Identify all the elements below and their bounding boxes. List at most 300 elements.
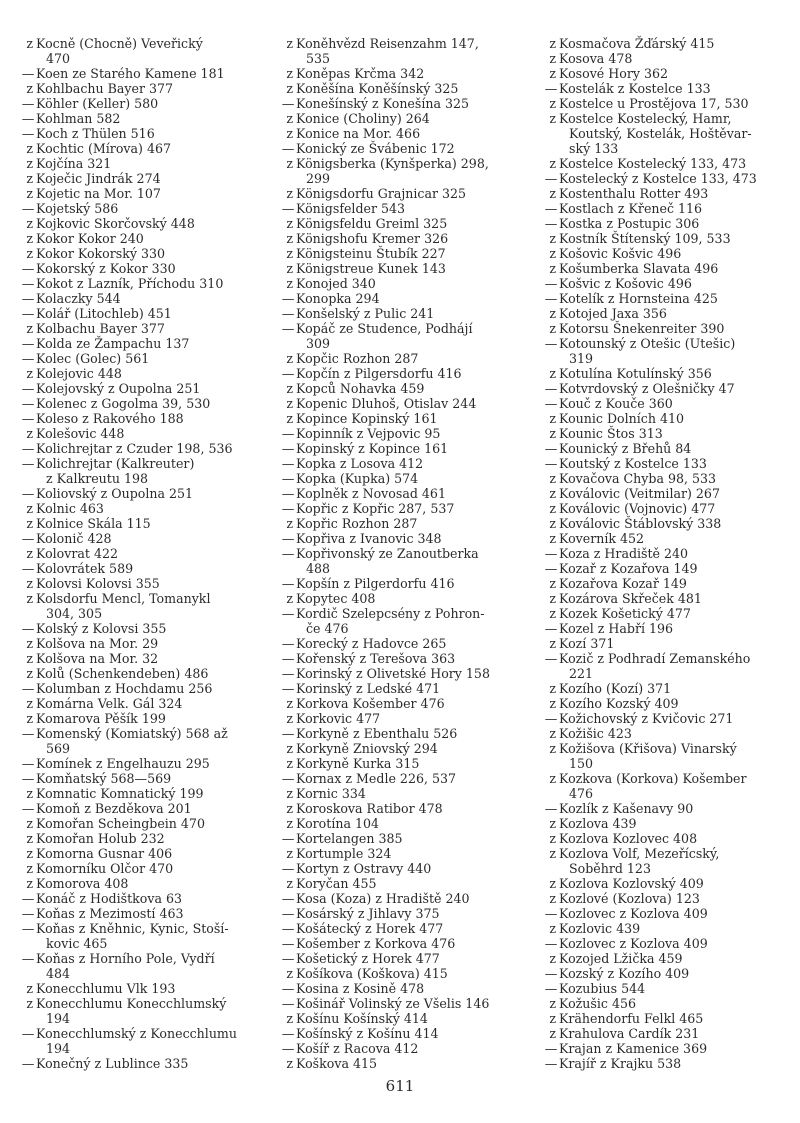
index-entry — [20, 36, 282, 66]
index-entry — [280, 111, 542, 126]
index-entry — [543, 501, 795, 516]
entry-prefix-z: z — [549, 96, 556, 111]
entry-text-block — [296, 576, 542, 591]
entry-text-block — [296, 36, 542, 66]
index-entry — [543, 186, 795, 201]
entry-dash: — — [281, 486, 295, 501]
entry-text: Kokor Kokor 240 — [36, 231, 144, 246]
entry-text-block — [36, 921, 282, 951]
index-entry — [20, 291, 282, 306]
entry-text: Konecchlumu Vlk 193 — [36, 981, 176, 996]
entry-prefix-z: z — [549, 876, 556, 891]
entry-text-block — [296, 531, 542, 546]
entry-text-block — [559, 576, 795, 591]
entry-continuation: 194 — [46, 1041, 71, 1056]
entry-text: Königshofu Kremer 326 — [296, 231, 449, 246]
index-entry — [280, 771, 542, 786]
entry-text-block — [559, 276, 795, 291]
entry-text-block — [559, 936, 795, 951]
index-entry — [20, 906, 282, 921]
entry-text: Königsfelder 543 — [296, 201, 406, 216]
entry-text-block — [36, 906, 282, 921]
entry-text: Kortumple 324 — [296, 846, 392, 861]
entry-text-block — [36, 516, 282, 531]
entry-text: Kotojed Jaxa 356 — [559, 306, 667, 321]
entry-text-block — [559, 1056, 795, 1071]
index-entry — [20, 426, 282, 441]
entry-text-block — [36, 621, 282, 636]
entry-dash: — — [21, 681, 35, 696]
entry-dash: — — [21, 1026, 35, 1041]
entry-text-block — [36, 561, 282, 576]
entry-prefix-z: z — [549, 36, 556, 51]
index-entry — [20, 261, 282, 276]
index-entry — [280, 636, 542, 651]
entry-text: Kocně (Chocně) Veveřický — [36, 36, 203, 51]
entry-text-block — [36, 96, 282, 111]
entry-prefix-z: z — [549, 186, 556, 201]
entry-text-block — [36, 81, 282, 96]
index-entry — [280, 276, 542, 291]
entry-dash: — — [281, 651, 295, 666]
entry-prefix-z: z — [26, 816, 33, 831]
entry-text-block — [559, 816, 795, 831]
entry-dash: — — [21, 111, 35, 126]
entry-text: Kopka z Losova 412 — [296, 456, 424, 471]
entry-prefix-z: z — [549, 1011, 556, 1026]
entry-text-block — [36, 246, 282, 261]
entry-text-block — [559, 771, 795, 801]
index-entry — [280, 861, 542, 876]
entry-dash: — — [544, 1041, 558, 1056]
index-entry — [280, 546, 542, 576]
index-entry — [280, 411, 542, 426]
entry-prefix-z: z — [26, 861, 33, 876]
index-entry — [280, 81, 542, 96]
entry-prefix-z: z — [26, 426, 33, 441]
entry-continuation: 194 — [46, 1011, 71, 1026]
entry-prefix-z: z — [26, 846, 33, 861]
index-entry — [543, 111, 795, 156]
entry-text-block — [36, 726, 282, 756]
entry-text-block — [559, 471, 795, 486]
entry-dash: — — [544, 621, 558, 636]
entry-text-block — [559, 426, 795, 441]
entry-text: Kolichrejtar (Kalkreuter) — [36, 456, 195, 471]
index-entry — [280, 846, 542, 861]
entry-text: Kolšova na Mor. 32 — [36, 651, 159, 666]
entry-dash: — — [281, 831, 295, 846]
entry-text: Kovačova Chyba 98, 533 — [559, 471, 717, 486]
entry-text: Kostlach z Křeneč 116 — [559, 201, 703, 216]
entry-text: Kotelík z Hornsteina 425 — [559, 291, 718, 306]
entry-text: Kosárský z Jihlavy 375 — [296, 906, 440, 921]
entry-dash: — — [281, 981, 295, 996]
entry-text: Königsteinu Štubík 227 — [296, 246, 446, 261]
entry-text: Kolů (Schenkendeben) 486 — [36, 666, 209, 681]
entry-prefix-z: z — [26, 171, 33, 186]
index-entry — [280, 441, 542, 456]
entry-text: Kožichovský z Kvičovic 271 — [559, 711, 734, 726]
entry-prefix-z: z — [286, 711, 293, 726]
index-entry — [543, 411, 795, 426]
index-entry — [280, 291, 542, 306]
entry-text: Kopytec 408 — [296, 591, 376, 606]
entry-text-block — [36, 456, 282, 486]
entry-text-block — [296, 696, 542, 711]
entry-prefix-z: z — [549, 501, 556, 516]
entry-prefix-z: z — [26, 186, 33, 201]
entry-text-block — [36, 336, 282, 351]
entry-text-block — [296, 186, 542, 201]
entry-prefix-z: z — [549, 576, 556, 591]
index-entry — [543, 81, 795, 96]
entry-text: Korinský z Ledské 471 — [296, 681, 441, 696]
entry-prefix-z: z — [549, 306, 556, 321]
entry-text-block — [296, 636, 542, 651]
entry-continuation: 476 — [569, 786, 594, 801]
entry-text: Koněšína Koněšínský 325 — [296, 81, 459, 96]
index-entry — [20, 516, 282, 531]
entry-prefix-z: z — [26, 696, 33, 711]
index-entry — [20, 306, 282, 321]
index-entry — [543, 891, 795, 906]
entry-text: Krajan z Kamenice 369 — [559, 1041, 708, 1056]
entry-text: Kopců Nohavka 459 — [296, 381, 425, 396]
entry-text: Košíř z Racova 412 — [296, 1041, 419, 1056]
entry-text-block — [559, 156, 795, 171]
index-entry — [543, 456, 795, 471]
entry-continuation: 569 — [46, 741, 71, 756]
entry-text-block — [559, 456, 795, 471]
entry-text-block — [36, 1026, 282, 1056]
entry-dash: — — [544, 456, 558, 471]
entry-text-block — [559, 201, 795, 216]
index-entry — [20, 801, 282, 816]
entry-text-block — [296, 426, 542, 441]
entry-text: Kozího (Kozí) 371 — [559, 681, 672, 696]
entry-text: Koválovic (Veitmilar) 267 — [559, 486, 720, 501]
entry-text-block — [559, 636, 795, 651]
entry-text-block — [36, 531, 282, 546]
index-entry — [20, 96, 282, 111]
entry-dash: — — [544, 906, 558, 921]
entry-prefix-z: z — [26, 651, 33, 666]
entry-dash: — — [544, 546, 558, 561]
entry-text-block — [296, 111, 542, 126]
entry-continuation: 304, 305 — [46, 606, 103, 621]
entry-text-block — [36, 876, 282, 891]
entry-prefix-z: z — [26, 711, 33, 726]
entry-text-block — [36, 711, 282, 726]
entry-text-block — [36, 666, 282, 681]
entry-text: Kolichrejtar z Czuder 198, 536 — [36, 441, 233, 456]
entry-text: Koliovský z Oupolna 251 — [36, 486, 194, 501]
entry-text-block — [36, 36, 282, 66]
entry-dash: — — [544, 936, 558, 951]
entry-prefix-z: z — [549, 231, 556, 246]
index-entry — [20, 216, 282, 231]
index-entry — [543, 171, 795, 186]
entry-text: Korotína 104 — [296, 816, 380, 831]
index-entry — [280, 1041, 542, 1056]
index-entry — [20, 816, 282, 831]
index-entry — [280, 996, 542, 1011]
entry-text: Kolsdorfu Mencl, Tomanykl — [36, 591, 211, 606]
entry-prefix-z: z — [286, 126, 293, 141]
entry-text: Košetický z Horek 477 — [296, 951, 440, 966]
entry-text: Kolejovic 448 — [36, 366, 122, 381]
entry-text-block — [296, 651, 542, 666]
entry-text: Koverník 452 — [559, 531, 645, 546]
entry-text-block — [559, 1011, 795, 1026]
entry-prefix-z: z — [549, 816, 556, 831]
index-entry — [20, 771, 282, 786]
index-entry — [280, 756, 542, 771]
entry-prefix-z: z — [549, 366, 556, 381]
entry-prefix-z: z — [549, 951, 556, 966]
entry-prefix-z: z — [286, 381, 293, 396]
index-entry — [20, 696, 282, 711]
entry-text-block — [296, 951, 542, 966]
entry-text-block — [559, 846, 795, 876]
index-entry — [20, 66, 282, 81]
entry-dash: — — [544, 441, 558, 456]
index-entry — [280, 801, 542, 816]
entry-text: Kozel z Habří 196 — [559, 621, 674, 636]
entry-text-block — [36, 786, 282, 801]
index-entry — [20, 366, 282, 381]
entry-text-block — [296, 381, 542, 396]
entry-text-block — [36, 291, 282, 306]
entry-dash: — — [544, 201, 558, 216]
entry-continuation: če 476 — [306, 621, 349, 636]
entry-text: Kořenský z Terešova 363 — [296, 651, 456, 666]
entry-prefix-z: z — [286, 741, 293, 756]
entry-text: Krähendorfu Felkl 465 — [559, 1011, 704, 1026]
entry-dash: — — [544, 396, 558, 411]
entry-text-block — [296, 801, 542, 816]
entry-text: Kostelecký z Kostelce 133, 473 — [559, 171, 757, 186]
entry-text-block — [296, 876, 542, 891]
entry-prefix-z: z — [286, 591, 293, 606]
index-entry — [280, 216, 542, 231]
index-entry — [543, 336, 795, 366]
entry-continuation: 319 — [569, 351, 594, 366]
entry-text-block — [36, 426, 282, 441]
index-entry — [543, 96, 795, 111]
entry-dash: — — [544, 171, 558, 186]
index-entry — [280, 306, 542, 321]
entry-dash: — — [544, 1056, 558, 1071]
entry-text: Kostelák z Kostelce 133 — [559, 81, 711, 96]
entry-prefix-z: z — [549, 66, 556, 81]
entry-text: Korkovic 477 — [296, 711, 381, 726]
entry-dash: — — [281, 96, 295, 111]
index-entry — [280, 396, 542, 411]
entry-dash: — — [21, 756, 35, 771]
entry-prefix-z: z — [549, 591, 556, 606]
entry-prefix-z: z — [549, 681, 556, 696]
entry-text-block — [559, 711, 795, 726]
entry-text: Koplněk z Novosad 461 — [296, 486, 446, 501]
entry-text: Kouč z Kouče 360 — [559, 396, 673, 411]
entry-dash: — — [281, 996, 295, 1011]
entry-dash: — — [21, 951, 35, 966]
entry-text-block — [36, 321, 282, 336]
entry-dash: — — [281, 576, 295, 591]
entry-text-block — [559, 921, 795, 936]
entry-prefix-z: z — [26, 636, 33, 651]
index-entry — [280, 501, 542, 516]
entry-text: Kozlové (Kozlova) 123 — [559, 891, 700, 906]
entry-text-block — [36, 831, 282, 846]
index-entry — [20, 336, 282, 351]
entry-text-block — [559, 336, 795, 366]
entry-prefix-z: z — [549, 246, 556, 261]
entry-text: Kostelce Kostelecký, Hamr, — [559, 111, 732, 126]
entry-text: Kolovrat 422 — [36, 546, 119, 561]
index-entry — [280, 381, 542, 396]
entry-text: Kopáč ze Studence, Podhájí — [296, 321, 473, 336]
entry-text: Koryčan 455 — [296, 876, 377, 891]
entry-dash: — — [21, 441, 35, 456]
entry-text: Kozlova 439 — [559, 816, 637, 831]
entry-prefix-z: z — [549, 516, 556, 531]
index-entry — [20, 201, 282, 216]
entry-dash: — — [281, 366, 295, 381]
index-entry — [20, 276, 282, 291]
entry-text-block — [296, 156, 542, 186]
index-entry — [543, 261, 795, 276]
index-entry — [20, 486, 282, 501]
entry-text-block — [296, 306, 542, 321]
index-entry — [280, 486, 542, 501]
entry-continuation: 535 — [306, 51, 331, 66]
entry-text: Kopšín z Pilgerdorfu 416 — [296, 576, 455, 591]
index-entry — [543, 621, 795, 636]
entry-text: Košinář Volinský ze Všelis 146 — [296, 996, 490, 1011]
entry-text: Kostenthalu Rotter 493 — [559, 186, 709, 201]
index-entry — [280, 741, 542, 756]
index-entry — [543, 36, 795, 51]
index-entry — [20, 321, 282, 336]
index-entry — [20, 531, 282, 546]
entry-text-block — [559, 366, 795, 381]
entry-prefix-z: z — [286, 786, 293, 801]
entry-dash: — — [281, 291, 295, 306]
index-entry — [280, 606, 542, 636]
entry-text-block — [296, 1011, 542, 1026]
entry-text-block — [296, 606, 542, 636]
entry-dash: — — [281, 771, 295, 786]
entry-prefix-z: z — [286, 816, 293, 831]
entry-prefix-z: z — [26, 666, 33, 681]
entry-text-block — [36, 546, 282, 561]
entry-text-block — [296, 981, 542, 996]
entry-text: Konšelský z Pulic 241 — [296, 306, 435, 321]
entry-text-block — [559, 216, 795, 231]
entry-text: Kochtic (Mírova) 467 — [36, 141, 171, 156]
entry-text: Koza z Hradiště 240 — [559, 546, 689, 561]
entry-text-block — [36, 636, 282, 651]
index-entry — [20, 996, 282, 1026]
entry-prefix-z: z — [286, 66, 293, 81]
entry-continuation: kovic 465 — [46, 936, 108, 951]
index-entry — [20, 846, 282, 861]
entry-continuation: 299 — [306, 171, 331, 186]
entry-text: Kolumban z Hochdamu 256 — [36, 681, 213, 696]
entry-text: Koen ze Starého Kamene 181 — [36, 66, 225, 81]
entry-dash: — — [21, 96, 35, 111]
entry-text-block — [559, 36, 795, 51]
entry-text-block — [559, 516, 795, 531]
index-entry — [280, 186, 542, 201]
entry-text-block — [559, 606, 795, 621]
entry-text: Konešínský z Konešína 325 — [296, 96, 470, 111]
entry-text: Kornax z Medle 226, 537 — [296, 771, 457, 786]
entry-text-block — [559, 1026, 795, 1041]
entry-text: Kozího Kozský 409 — [559, 696, 679, 711]
index-entry — [280, 531, 542, 546]
entry-text-block — [296, 366, 542, 381]
entry-prefix-z: z — [286, 231, 293, 246]
index-entry — [20, 351, 282, 366]
entry-text-block — [559, 111, 795, 156]
entry-text-block — [36, 306, 282, 321]
entry-text: Korecký z Hadovce 265 — [296, 636, 447, 651]
index-entry — [280, 981, 542, 996]
entry-prefix-z: z — [286, 261, 293, 276]
index-entry — [543, 1041, 795, 1056]
entry-text-block — [296, 936, 542, 951]
entry-text: Kopřic z Kopřic 287, 537 — [296, 501, 455, 516]
entry-dash: — — [281, 471, 295, 486]
entry-prefix-z: z — [549, 321, 556, 336]
entry-text-block — [559, 906, 795, 921]
index-entry — [543, 951, 795, 966]
entry-text: Košovic Košvic 496 — [559, 246, 682, 261]
entry-prefix-z: z — [549, 531, 556, 546]
entry-dash: — — [281, 1041, 295, 1056]
index-entry — [543, 1056, 795, 1071]
index-entry — [20, 456, 282, 486]
entry-prefix-z: z — [286, 276, 293, 291]
entry-prefix-z: z — [286, 756, 293, 771]
entry-text: Koválovic (Vojnovic) 477 — [559, 501, 716, 516]
index-entry — [20, 81, 282, 96]
entry-text-block — [296, 726, 542, 741]
entry-text: Kozař z Kozařova 149 — [559, 561, 698, 576]
entry-dash: — — [281, 321, 295, 336]
entry-text-block — [36, 171, 282, 186]
entry-dash: — — [21, 261, 35, 276]
index-entry — [543, 426, 795, 441]
entry-prefix-z: z — [26, 81, 33, 96]
entry-text: Koleso z Rakového 188 — [36, 411, 184, 426]
entry-prefix-z: z — [286, 846, 293, 861]
entry-text-block — [296, 231, 542, 246]
entry-text: Kopřiva z Ivanovic 348 — [296, 531, 442, 546]
entry-continuation: Koutský, Kostelák, Hoštěvar- — [569, 126, 752, 141]
entry-text-block — [36, 126, 282, 141]
entry-prefix-z: z — [26, 231, 33, 246]
index-entry — [20, 171, 282, 186]
entry-text-block — [559, 396, 795, 411]
entry-text-block — [559, 996, 795, 1011]
entry-text-block — [296, 741, 542, 756]
index-entry — [543, 591, 795, 606]
